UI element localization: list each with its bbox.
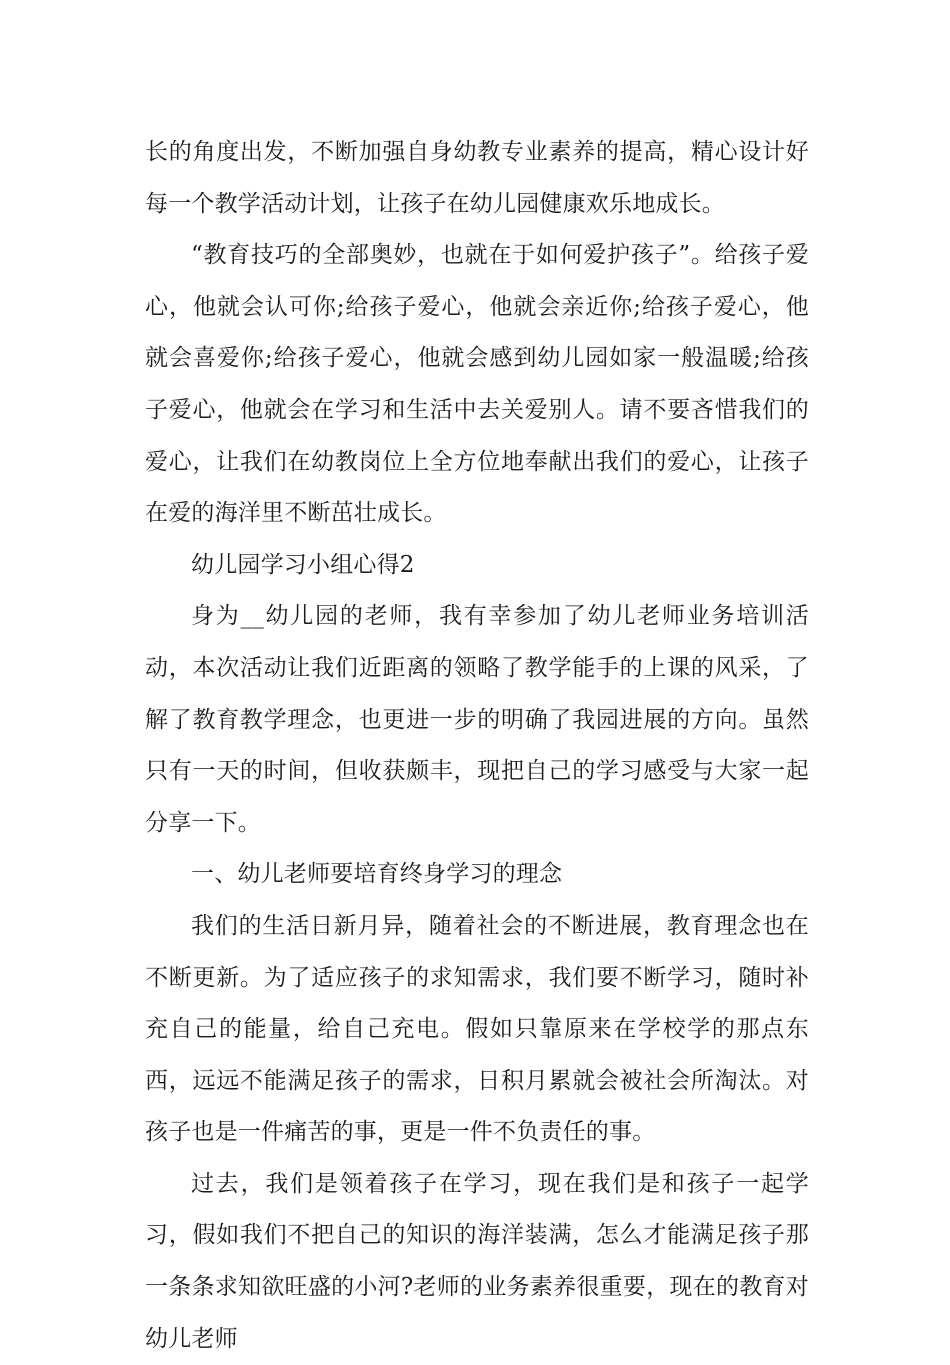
- paragraph-4: 我们的生活日新月异，随着社会的不断进展，教育理念也在不断更新。为了适应孩子的求知需求，我们要不断学习，随时补充自己的能量，给自己充电。假如只靠原来在学校学的那点东西，远远不能满足孩子的需求，日积月累就会被社会所淘汰。对孩子也是一件痛苦的事，更是一件不负责任的事。: [145, 912, 809, 1146]
- paragraph-2: “教育技巧的全部奥妙，也就在于如何爱护孩子”。给孩子爱心，他就会认可你;给孩子爱心，他就会亲近你;给孩子爱心，他就会喜爱你;给孩子爱心，他就会感到幼儿园如家一般温暖;给孩子爱心，他就会在学习和生活中去关爱别人。请不要吝惜我们的爱心，让我们在幼教岗位上全方位地奉献出我们的爱心，让孩子在爱的海洋里不断茁壮成长。: [145, 242, 809, 527]
- paragraph-1: 长的角度出发，不断加强自身幼教专业素养的提高，精心设计好每一个教学活动计划，让孩子在幼儿园健康欢乐地成长。: [145, 139, 809, 217]
- section-heading-2: 幼儿园学习小组心得2: [191, 551, 415, 578]
- subsection-heading-1: 一、幼儿老师要培育终身学习的理念: [191, 861, 563, 888]
- paragraph-5: 过去，我们是领着孩子在学习，现在我们是和孩子一起学习，假如我们不把自己的知识的海洋装满，怎么才能满足孩子那一条条求知欲旺盛的小河?老师的业务素养很重要，现在的教育对幼儿老师: [145, 1170, 809, 1352]
- document-body: [145, 127, 809, 1365]
- paragraph-3: 身为__幼儿园的老师，我有幸参加了幼儿老师业务培训活动，本次活动让我们近距离的领略了教学能手的上课的风采，了解了教育教学理念，也更进一步的明确了我园进展的方向。虽然只有一天的时间，但收获颇丰，现把自己的学习感受与大家一起分享一下。: [145, 603, 809, 836]
